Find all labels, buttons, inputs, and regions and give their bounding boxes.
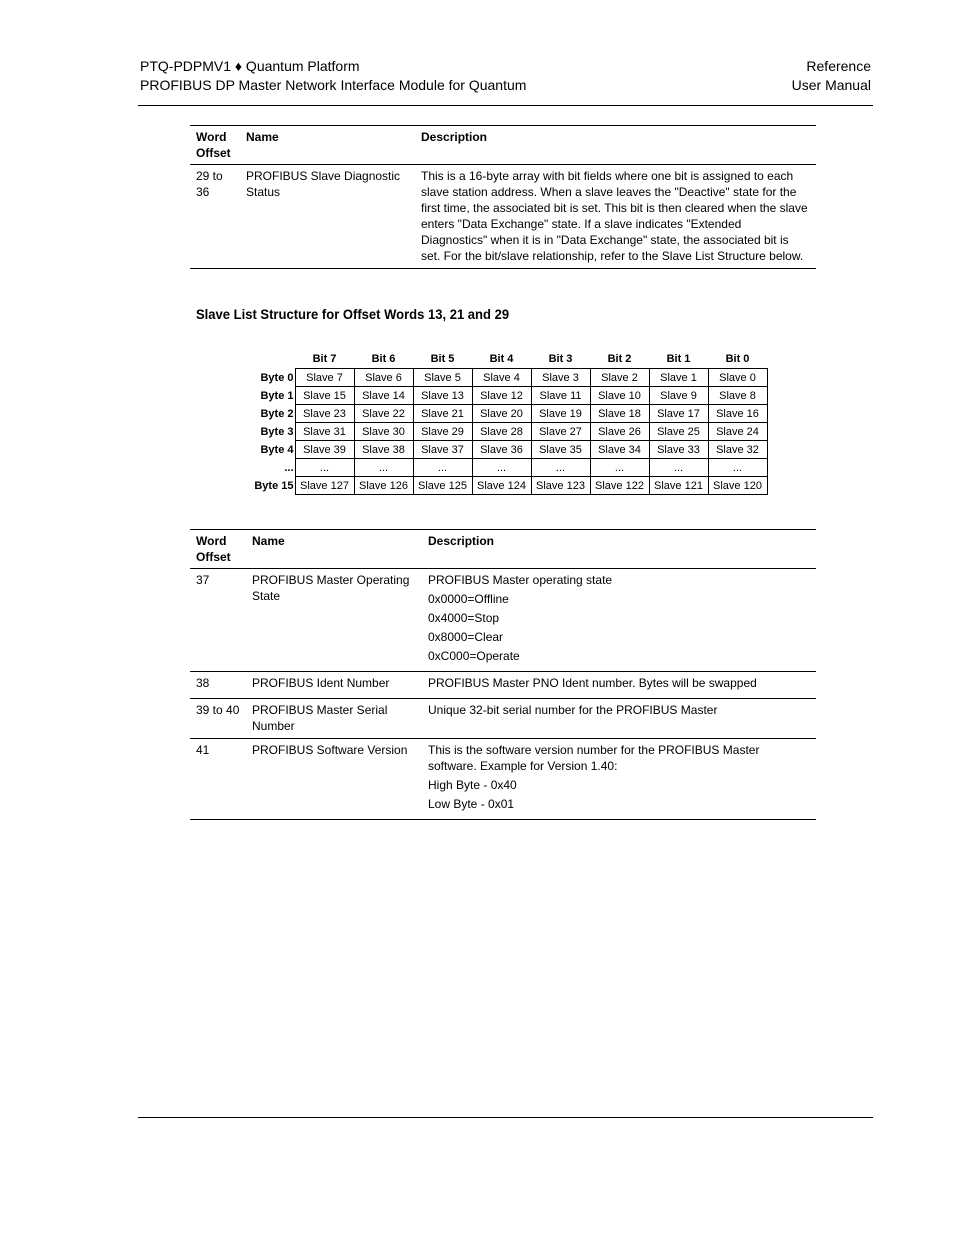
word-offset-header: Word Offset xyxy=(196,130,231,160)
bit-header: Bit 3 xyxy=(548,353,573,365)
header-left xyxy=(140,57,526,95)
bit-header: Bit 4 xyxy=(489,353,514,365)
name-cell: PROFIBUS Software Version xyxy=(252,743,408,757)
manual-name: User Manual xyxy=(791,77,871,93)
description-header: Description xyxy=(421,130,488,144)
name-header: Name xyxy=(252,534,285,548)
slave-cell: ... xyxy=(708,459,767,477)
slave-cell: ... xyxy=(354,459,413,477)
slave-byte-row xyxy=(253,477,767,495)
slave-cell: Slave 19 xyxy=(531,405,590,423)
description-cell xyxy=(422,672,816,699)
slave-byte-row xyxy=(253,369,767,387)
bit-header: Bit 2 xyxy=(607,353,632,365)
slave-cell: Slave 18 xyxy=(590,405,649,423)
word-offset-cell: 39 to 40 xyxy=(196,703,240,717)
slave-cell: Slave 127 xyxy=(295,477,354,495)
slave-cell: Slave 15 xyxy=(295,387,354,405)
word-offset-cell: 29 to 36 xyxy=(196,169,223,199)
slave-cell: Slave 6 xyxy=(354,369,413,387)
slave-cell: Slave 35 xyxy=(531,441,590,459)
table-header-row xyxy=(190,126,816,165)
slave-byte-row xyxy=(253,405,767,423)
slave-cell: Slave 28 xyxy=(472,423,531,441)
slave-cell: Slave 30 xyxy=(354,423,413,441)
table-row xyxy=(190,569,816,672)
slave-cell: Slave 126 xyxy=(354,477,413,495)
bit-header: Bit 0 xyxy=(725,353,750,365)
slave-cell: Slave 0 xyxy=(708,369,767,387)
header-divider xyxy=(138,105,873,106)
word-offset-cell: 37 xyxy=(196,573,210,587)
product-subtitle: PROFIBUS DP Master Network Interface Module for Quantum xyxy=(140,77,527,93)
slave-cell: Slave 37 xyxy=(413,441,472,459)
word-offset-cell: 41 xyxy=(196,743,210,757)
bit-header: Bit 1 xyxy=(666,353,691,365)
slave-cell: Slave 121 xyxy=(649,477,708,495)
description-line: High Byte - 0x40 xyxy=(428,778,517,792)
bit-header: Bit 5 xyxy=(430,353,455,365)
name-cell: PROFIBUS Slave Diagnostic Status xyxy=(246,169,401,199)
byte-label: Byte 0 xyxy=(260,371,294,384)
byte-label: Byte 4 xyxy=(260,443,294,456)
name-header: Name xyxy=(246,130,279,144)
slave-cell: Slave 120 xyxy=(708,477,767,495)
slave-cell: Slave 20 xyxy=(472,405,531,423)
slave-cell: Slave 14 xyxy=(354,387,413,405)
slave-cell: Slave 25 xyxy=(649,423,708,441)
word-offset-header: Word Offset xyxy=(196,534,231,564)
description-line: Low Byte - 0x01 xyxy=(428,797,515,811)
table-row xyxy=(190,165,816,269)
table-row xyxy=(190,739,816,820)
slave-cell: Slave 17 xyxy=(649,405,708,423)
slave-cell: Slave 11 xyxy=(531,387,590,405)
slave-cell: Slave 22 xyxy=(354,405,413,423)
slave-cell: Slave 21 xyxy=(413,405,472,423)
slave-cell: Slave 1 xyxy=(649,369,708,387)
slave-cell: Slave 16 xyxy=(708,405,767,423)
slave-list-title: Slave List Structure for Offset Words 13, 21 and 29 xyxy=(196,306,510,322)
slave-byte-row xyxy=(253,441,767,459)
slave-cell: Slave 26 xyxy=(590,423,649,441)
slave-cell: Slave 32 xyxy=(708,441,767,459)
description-line: PROFIBUS Master PNO Ident number. Bytes will be swapped xyxy=(428,676,757,690)
description-cell xyxy=(422,699,816,739)
slave-cell: Slave 27 xyxy=(531,423,590,441)
byte-label: ... xyxy=(284,461,294,474)
slave-cell: Slave 31 xyxy=(295,423,354,441)
diagnostic-status-table xyxy=(190,125,816,269)
description-cell xyxy=(422,739,816,820)
slave-byte-row xyxy=(253,423,767,441)
slave-cell: Slave 9 xyxy=(649,387,708,405)
slave-cell: Slave 125 xyxy=(413,477,472,495)
table-row xyxy=(190,699,816,739)
byte-label: Byte 2 xyxy=(260,407,294,420)
slave-byte-row xyxy=(253,387,767,405)
slave-cell: Slave 10 xyxy=(590,387,649,405)
slave-cell: Slave 5 xyxy=(413,369,472,387)
description-cell: This is a 16-byte array with bit fields where one bit is assigned to each slave station address. When a slave leaves the "Deactive" state for the first time, the associated bit is set. This bit is then cleared when the slave enters "Data Exchange" state. If a slave indicates "Extended Diagnostics" when it is in "Data Exchange" state, the associated bit is set. For the bit/slave relationship, refer to the Slave List Structure below. xyxy=(421,169,808,263)
slave-cell: Slave 123 xyxy=(531,477,590,495)
slave-cell: ... xyxy=(295,459,354,477)
byte-label: Byte 15 xyxy=(254,479,294,492)
slave-cell: ... xyxy=(649,459,708,477)
bit-header: Bit 7 xyxy=(312,353,337,365)
bit-header: Bit 6 xyxy=(371,353,396,365)
byte-label: Byte 1 xyxy=(260,389,294,402)
slave-cell: Slave 36 xyxy=(472,441,531,459)
slave-cell: Slave 2 xyxy=(590,369,649,387)
slave-cell: Slave 124 xyxy=(472,477,531,495)
section-name: Reference xyxy=(806,58,871,74)
name-cell: PROFIBUS Ident Number xyxy=(252,676,390,690)
table-row xyxy=(190,672,816,699)
word-offset-cell: 38 xyxy=(196,676,210,690)
master-status-table xyxy=(190,529,816,820)
slave-cell: Slave 34 xyxy=(590,441,649,459)
slave-cell: Slave 122 xyxy=(590,477,649,495)
slave-cell: Slave 33 xyxy=(649,441,708,459)
description-line: 0x0000=Offline xyxy=(428,592,509,606)
slave-list-structure-table xyxy=(253,350,768,495)
name-cell: PROFIBUS Master Operating State xyxy=(252,573,410,603)
footer-divider xyxy=(138,1117,873,1118)
slave-cell: Slave 4 xyxy=(472,369,531,387)
slave-cell: Slave 39 xyxy=(295,441,354,459)
header-right xyxy=(792,57,871,95)
slave-cell: Slave 29 xyxy=(413,423,472,441)
slave-byte-row xyxy=(253,459,767,477)
corner-cell xyxy=(253,350,295,369)
slave-cell: Slave 38 xyxy=(354,441,413,459)
slave-cell: Slave 8 xyxy=(708,387,767,405)
byte-label: Byte 3 xyxy=(260,425,294,438)
description-line: 0x4000=Stop xyxy=(428,611,500,625)
slave-cell: Slave 12 xyxy=(472,387,531,405)
name-cell: PROFIBUS Master Serial Number xyxy=(252,703,388,733)
table-header-row xyxy=(190,530,816,569)
description-line: 0x8000=Clear xyxy=(428,630,504,644)
description-header: Description xyxy=(428,534,495,548)
description-line: Unique 32-bit serial number for the PROFIBUS Master xyxy=(428,703,718,717)
bit-header-row xyxy=(253,350,767,369)
slave-cell: ... xyxy=(472,459,531,477)
slave-cell: ... xyxy=(413,459,472,477)
description-line: PROFIBUS Master operating state xyxy=(428,573,613,587)
description-cell xyxy=(422,569,816,672)
slave-cell: Slave 13 xyxy=(413,387,472,405)
product-title: PTQ-PDPMV1 ♦ Quantum Platform xyxy=(140,58,360,74)
slave-cell: Slave 3 xyxy=(531,369,590,387)
slave-cell: ... xyxy=(531,459,590,477)
description-line: This is the software version number for the PROFIBUS Master software. Example for Version 1.40: xyxy=(428,743,760,773)
slave-cell: Slave 7 xyxy=(295,369,354,387)
slave-cell: ... xyxy=(590,459,649,477)
slave-cell: Slave 24 xyxy=(708,423,767,441)
slave-cell: Slave 23 xyxy=(295,405,354,423)
description-line: 0xC000=Operate xyxy=(428,649,520,663)
